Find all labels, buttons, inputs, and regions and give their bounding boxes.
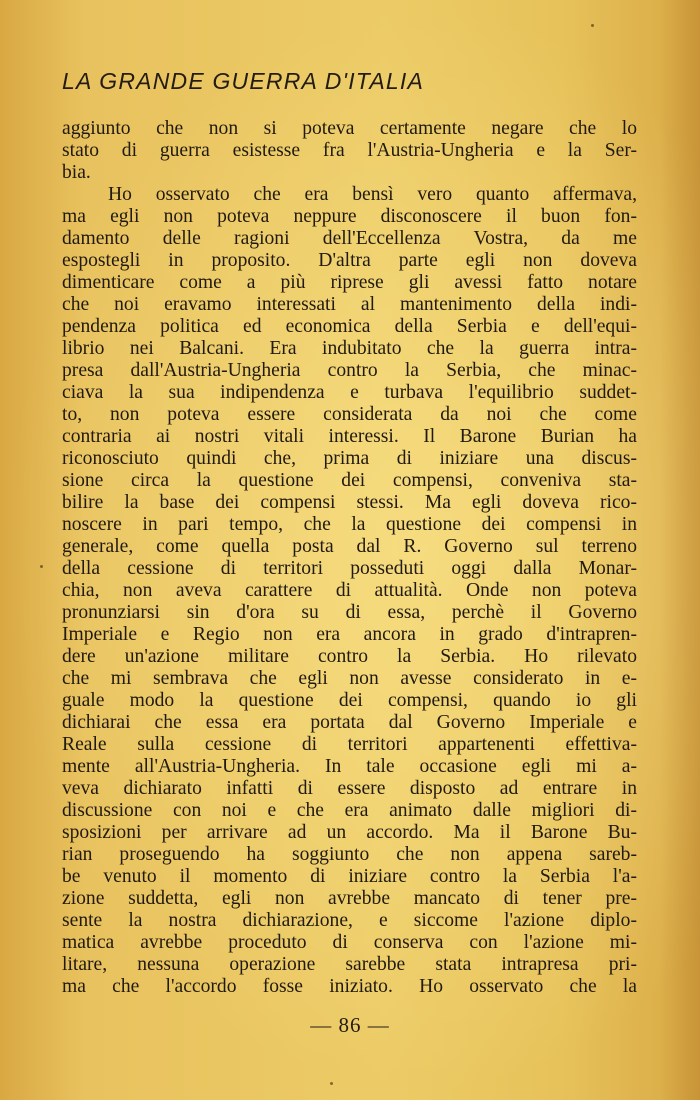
text-line: ciava la sua indipendenza e turbava l'equilibrio suddet- bbox=[62, 382, 637, 403]
text-line: Imperiale e Regio non era ancora in grado d'intrapren- bbox=[62, 624, 637, 645]
text-line: dimenticare come a più riprese gli avessi fatto notare bbox=[62, 272, 637, 293]
text-line: pronunziarsi sin d'ora su di essa, perchè il Governo bbox=[62, 602, 637, 623]
text-line: della cessione di territori posseduti oggi dalla Monar- bbox=[62, 558, 637, 579]
text-line: dere un'azione militare contro la Serbia. Ho rilevato bbox=[62, 646, 637, 667]
text-line: ma egli non poteva neppure disconoscere il buon fon- bbox=[62, 206, 637, 227]
text-line: contraria ai nostri vitali interessi. Il Barone Burian ha bbox=[62, 426, 637, 447]
text-line: guale modo la questione dei compensi, quando io gli bbox=[62, 690, 637, 711]
text-line: generale, come quella posta dal R. Governo sul terreno bbox=[62, 536, 637, 557]
text-line: damento delle ragioni dell'Eccellenza Vostra, da me bbox=[62, 228, 637, 249]
text-line: dichiarai che essa era portata dal Governo Imperiale e bbox=[62, 712, 637, 733]
text-line: riconosciuto quindi che, prima di iniziare una discus- bbox=[62, 448, 637, 469]
text-line: aggiunto che non si poteva certamente negare che lo bbox=[62, 118, 637, 139]
text-line: bia. bbox=[62, 162, 91, 183]
running-head: LA GRANDE GUERRA D'ITALIA bbox=[62, 68, 424, 94]
text-line: Reale sulla cessione di territori appartenenti effettiva- bbox=[62, 734, 637, 755]
text-line: chia, non aveva carattere di attualità. Onde non poteva bbox=[62, 580, 637, 601]
page-edge-shadow bbox=[660, 0, 700, 1100]
paper-speck bbox=[591, 24, 594, 27]
text-line: litare, nessuna operazione sarebbe stata intrapresa pri- bbox=[62, 954, 637, 975]
text-line: espostegli in proposito. D'altra parte egli non doveva bbox=[62, 250, 637, 271]
paper-speck bbox=[330, 1082, 333, 1085]
text-line: mente all'Austria-Ungheria. In tale occasione egli mi a- bbox=[62, 756, 637, 777]
text-line: discussione con noi e che era animato dalle migliori di- bbox=[62, 800, 637, 821]
text-line: presa dall'Austria-Ungheria contro la Serbia, che minac- bbox=[62, 360, 637, 381]
body-text bbox=[62, 118, 637, 998]
text-line: sente la nostra dichiarazione, e siccome l'azione diplo- bbox=[62, 910, 637, 931]
page-number: — 86 — bbox=[310, 1013, 390, 1037]
text-line: matica avrebbe proceduto di conserva con l'azione mi- bbox=[62, 932, 637, 953]
text-line: librio nei Balcani. Era indubitato che la guerra intra- bbox=[62, 338, 637, 359]
text-line: noscere in pari tempo, che la questione dei compensi in bbox=[62, 514, 637, 535]
text-line: zione suddetta, egli non avrebbe mancato di tener pre- bbox=[62, 888, 637, 909]
text-line: be venuto il momento di iniziare contro la Serbia l'a- bbox=[62, 866, 637, 887]
text-line: ma che l'accordo fosse iniziato. Ho osservato che la bbox=[62, 976, 637, 997]
text-line: rian proseguendo ha soggiunto che non appena sareb- bbox=[62, 844, 637, 865]
text-line: pendenza politica ed economica della Serbia e dell'equi- bbox=[62, 316, 637, 337]
text-line: bilire la base dei compensi stessi. Ma egli doveva rico- bbox=[62, 492, 637, 513]
text-line: che noi eravamo interessati al mantenimento della indi- bbox=[62, 294, 637, 315]
paper-speck bbox=[40, 565, 43, 568]
text-line: sposizioni per arrivare ad un accordo. Ma il Barone Bu- bbox=[62, 822, 637, 843]
text-line: sione circa la questione dei compensi, conveniva sta- bbox=[62, 470, 637, 491]
text-line: che mi sembrava che egli non avesse considerato in e- bbox=[62, 668, 637, 689]
text-line: veva dichiarato infatti di essere disposto ad entrare in bbox=[62, 778, 637, 799]
text-line: to, non poteva essere considerata da noi che come bbox=[62, 404, 637, 425]
text-line: Ho osservato che era bensì vero quanto affermava, bbox=[108, 184, 637, 205]
text-line: stato di guerra esistesse fra l'Austria-Ungheria e la Ser- bbox=[62, 140, 637, 161]
